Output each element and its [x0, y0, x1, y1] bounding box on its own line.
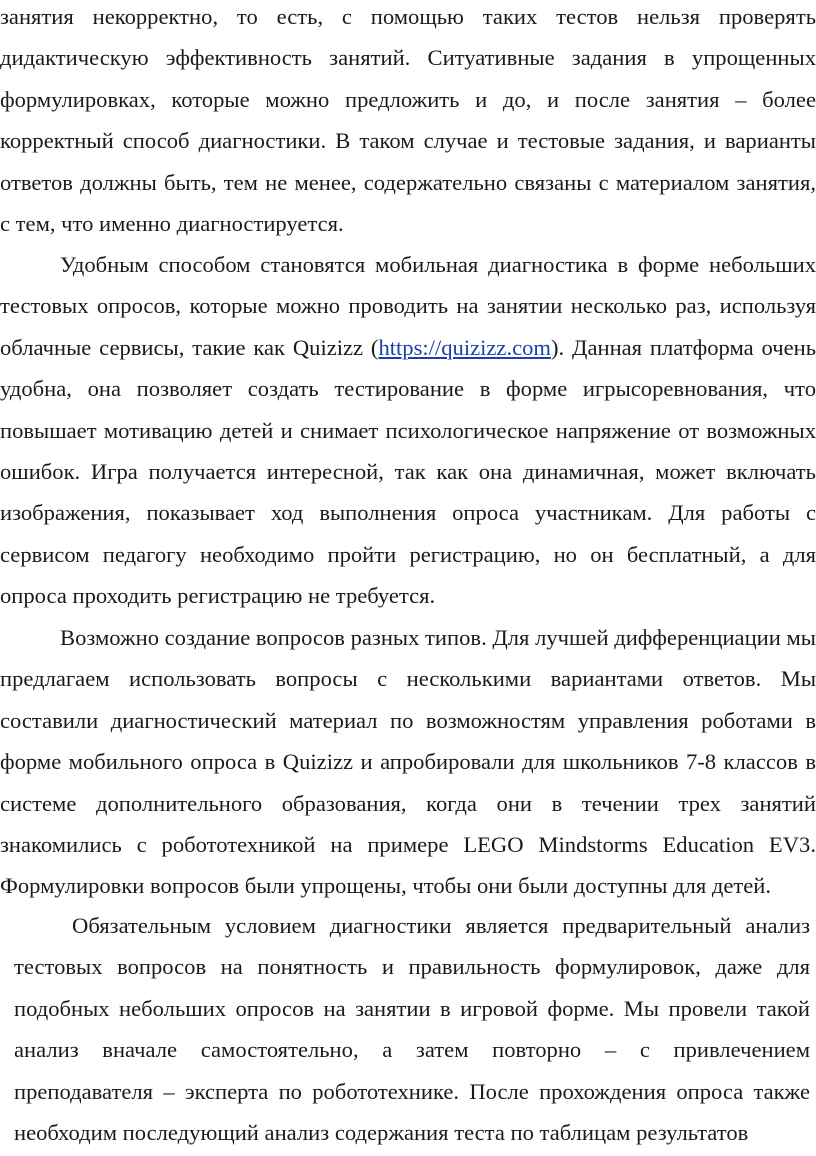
paragraph-2-text-before-link: Удобным способом становятся мобильная диагностика в форме небольших тестовых опросов, которые можно проводить на занятии несколько раз, используя облачные сервисы, такие как Quizizz ( [0, 252, 816, 360]
paragraph-3: Возможно создание вопросов разных типов. Для лучшей дифференциации мы предлагаем использовать вопросы с несколькими вариантами ответов. Мы составили диагностический материал по возможностям управления роботами в форме мобильного опроса в Quizizz и апробировали для школьников 7-8 классов в системе дополнительного образования, когда они в течении трех занятий знакомились с робототехникой на примере LEGO Mindstorms Education EV3. Формулировки вопросов были упрощены, чтобы они были доступны для детей. [0, 625, 816, 899]
quizizz-link[interactable]: https://quizizz.com [378, 334, 552, 360]
paragraph-2-text-after-link: ). Данная платформа очень удобна, она позволяет создать тестирование в форме игрысоревнования, что повышает мотивацию детей и снимает психологическое напряжение от возможных ошибок. Игра получается интересной, так как она динамичная, может включать изображения, показывает ход выполнения опроса участникам. Для работы с сервисом педагогу необходимо пройти регистрацию, но он бесплатный, а для опроса проходить регистрацию не требуется. [0, 334, 816, 609]
paragraph-4: Обязательным условием диагностики является предварительный анализ тестовых вопросов на понятность и правильность формулировок, даже для подобных небольших опросов на занятии в игровой форме. Мы провели такой анализ вначале самостоятельно, а затем повторно – с привлечением преподавателя – эксперта по робототехнике. После прохождения опроса также необходим последующий анализ содержания теста по таблицам результатов [14, 913, 810, 1146]
paragraph-1: занятия некорректно, то есть, с помощью таких тестов нельзя проверять дидактическую эффективность занятий. Ситуативные задания в упрощенных формулировках, которые можно предложить и до, и после занятия – более корректный способ диагностики. В таком случае и тестовые задания, и варианты ответов должны быть, тем не менее, содержательно связаны с материалом занятия, с тем, что именно диагностируется. [0, 4, 816, 237]
paragraph-2 [0, 244, 816, 617]
